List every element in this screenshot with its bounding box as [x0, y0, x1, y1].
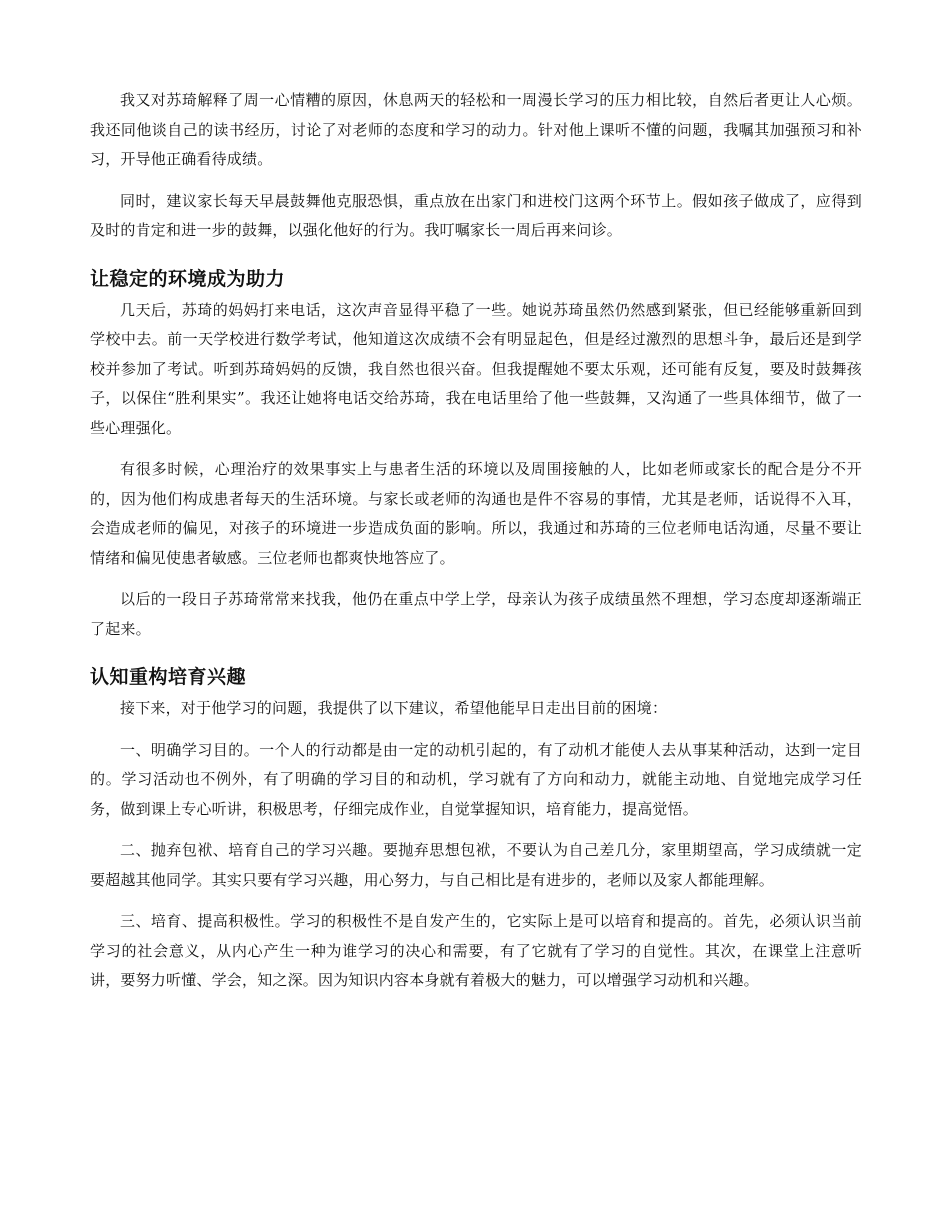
paragraph-environment-cooperation: 有很多时候，心理治疗的效果事实上与患者生活的环境以及周围接触的人，比如老师或家长的配合是分不开的，因为他们构成患者每天的生活环境。与家长或老师的沟通也是件不容易的事情，尤其是老师，话说得不入耳，会造成老师的偏见，对孩子的环境进一步造成负面的影响。所以，我通过和苏琦的三位老师电话沟通，尽量不要让情绪和偏见使患者敏感。三位老师也都爽快地答应了。	[90, 460, 862, 567]
paragraph-explain-monday-mood: 我又对苏琦解释了周一心情糟的原因，休息两天的轻松和一周漫长学习的压力相比较，自然后者更让人心烦。我还同他谈自己的读书经历，讨论了对老师的态度和学习的动力。针对他上课听不懂的问题，我嘱其加强预习和补习，开导他正确看待成绩。	[90, 91, 862, 168]
paragraph-suggestion-one: 一、明确学习目的。一个人的行动都是由一定的动机引起的，有了动机才能使人去从事某种活动，达到一定目的。学习活动也不例外，有了明确的学习目的和动机，学习就有了方向和动力，就能主动地、自觉地完成学习任务，做到课上专心听讲，积极思考，仔细完成作业，自觉掌握知识，培育能力，提高觉悟。	[90, 740, 862, 818]
document-page	[90, 86, 862, 1008]
paragraph-later-visits: 以后的一段日子苏琦常常来找我，他仍在重点中学上学，母亲认为孩子成绩虽然不理想，学习态度却逐渐端正了起来。	[90, 590, 862, 638]
section-heading-cognitive-reconstruction: 认知重构培育兴趣	[90, 666, 247, 688]
paragraph-suggestions-intro: 接下来，对于他学习的问题，我提供了以下建议，希望他能早日走出目前的困境：	[120, 699, 668, 717]
section-heading-stable-environment: 让稳定的环境成为助力	[90, 267, 286, 290]
paragraph-mother-call: 几天后，苏琦的妈妈打来电话，这次声音显得平稳了一些。她说苏琦虽然仍然感到紧张，但已经能够重新回到学校中去。前一天学校进行数学考试，他知道这次成绩不会有明显起色，但是经过激烈的思想斗争，最后还是到学校并参加了考试。听到苏琦妈妈的反馈，我自然也很兴奋。但我提醒她不要太乐观，还可能有反复，要及时鼓舞孩子，以保住“胜利果实”。我还让她将电话交给苏琦，我在电话里给了他一些鼓舞，又沟通了一些具体细节，做了一些心理强化。	[90, 300, 862, 437]
paragraph-suggestion-two: 二、抛弃包袱、培育自己的学习兴趣。要抛弃思想包袱，不要认为自己差几分，家里期望高，学习成绩就一定要超越其他同学。其实只要有学习兴趣，用心努力，与自己相比是有进步的，老师以及家人都能理解。	[90, 841, 862, 889]
paragraph-parent-encouragement: 同时，建议家长每天早晨鼓舞他克服恐惧，重点放在出家门和进校门这两个环节上。假如孩子做成了，应得到及时的肯定和进一步的鼓舞，以强化他好的行为。我叮嘱家长一周后再来问诊。	[90, 191, 862, 239]
paragraph-suggestion-three: 三、培育、提高积极性。学习的积极性不是自发产生的，它实际上是可以培育和提高的。首先，必须认识当前学习的社会意义，从内心产生一种为谁学习的决心和需要，有了它就有了学习的自觉性。其次，在课堂上注意听讲，要努力听懂、学会，知之深。因为知识内容本身就有着极大的魅力，可以增强学习动机和兴趣。	[90, 912, 862, 989]
